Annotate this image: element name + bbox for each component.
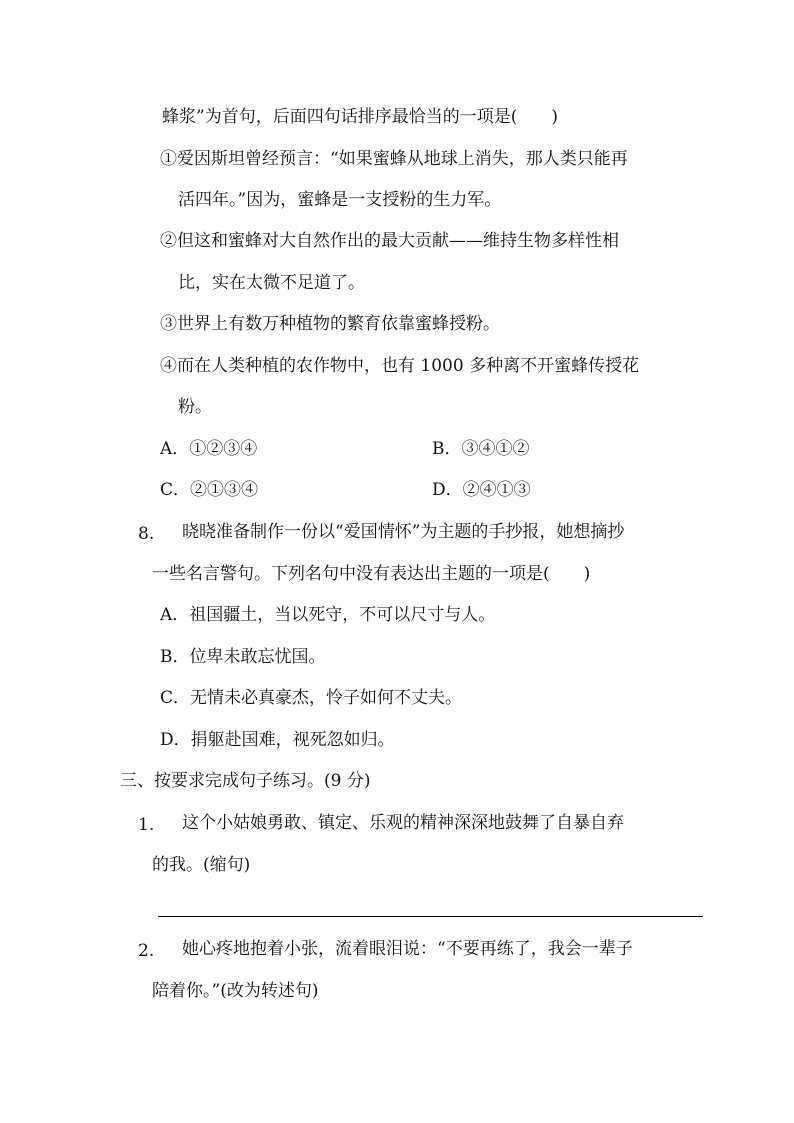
q7-sentence-2-line-2: 比，实在太微不足道了。 [178,273,365,293]
q8-stem-line-1: 晓晓准备制作一份以“爱国情怀”为主题的手抄报，她想摘抄 [182,522,625,542]
q7-sentence-4-line-1: ④而在人类种植的农作物中，也有 1000 多种离不开蜜蜂传授花 [160,356,640,376]
q7-sentence-1-line-2: 活四年。”因为，蜜蜂是一支授粉的生力军。 [178,190,502,210]
s3-item-1-line-1: 这个小姑娘勇敢、镇定、乐观的精神深深地鼓舞了自暴自弃 [182,813,624,833]
q8-option-b[interactable]: B．位卑未敢忘忧国。 [160,647,326,667]
q8-stem-line-2: 一些名言警句。下列名句中没有表达出主题的一项是( ) [152,564,591,584]
q8-option-d[interactable]: D．捐躯赴国难，视死忽如归。 [160,730,395,750]
answer-line[interactable] [158,916,703,917]
q7-sentence-2-line-1: ②但这和蜜蜂对大自然作出的最大贡献——维持生物多样性相 [160,231,619,251]
s3-item-2-number: 2. [138,941,155,961]
q7-option-c[interactable]: C．②①③④ [160,480,259,500]
q7-option-d[interactable]: D．②④①③ [432,480,531,500]
q8-option-a[interactable]: A．祖国疆土，当以死守，不可以尺寸与人。 [160,605,496,625]
s3-item-2-line-1: 她心疼地抱着小张，流着眼泪说：“不要再练了，我会一辈子 [182,939,633,959]
q8-option-c[interactable]: C．无情未必真豪杰，怜子如何不丈夫。 [160,688,463,708]
q7-stem-tail: 蜂浆”为首句，后面四句话排序最恰当的一项是( ) [162,107,558,127]
s3-item-2-line-2: 陪着你。”(改为转述句) [152,981,319,1001]
q7-sentence-3: ③世界上有数万种植物的繁育依靠蜜蜂授粉。 [160,314,500,334]
q7-option-b[interactable]: B．③④①② [432,439,530,459]
q8-number: 8. [138,524,155,544]
q7-sentence-1-line-1: ①爱因斯坦曾经预言：“如果蜜蜂从地球上消失，那人类只能再 [160,149,628,169]
q7-sentence-4-line-2: 粉。 [178,397,212,417]
section-3-title: 三、按要求完成句子练习。(9 分) [120,771,371,791]
s3-item-1-number: 1. [138,815,155,835]
s3-item-1-line-2: 的我。(缩句) [152,855,251,875]
q7-option-a[interactable]: A．①②③④ [160,439,258,459]
